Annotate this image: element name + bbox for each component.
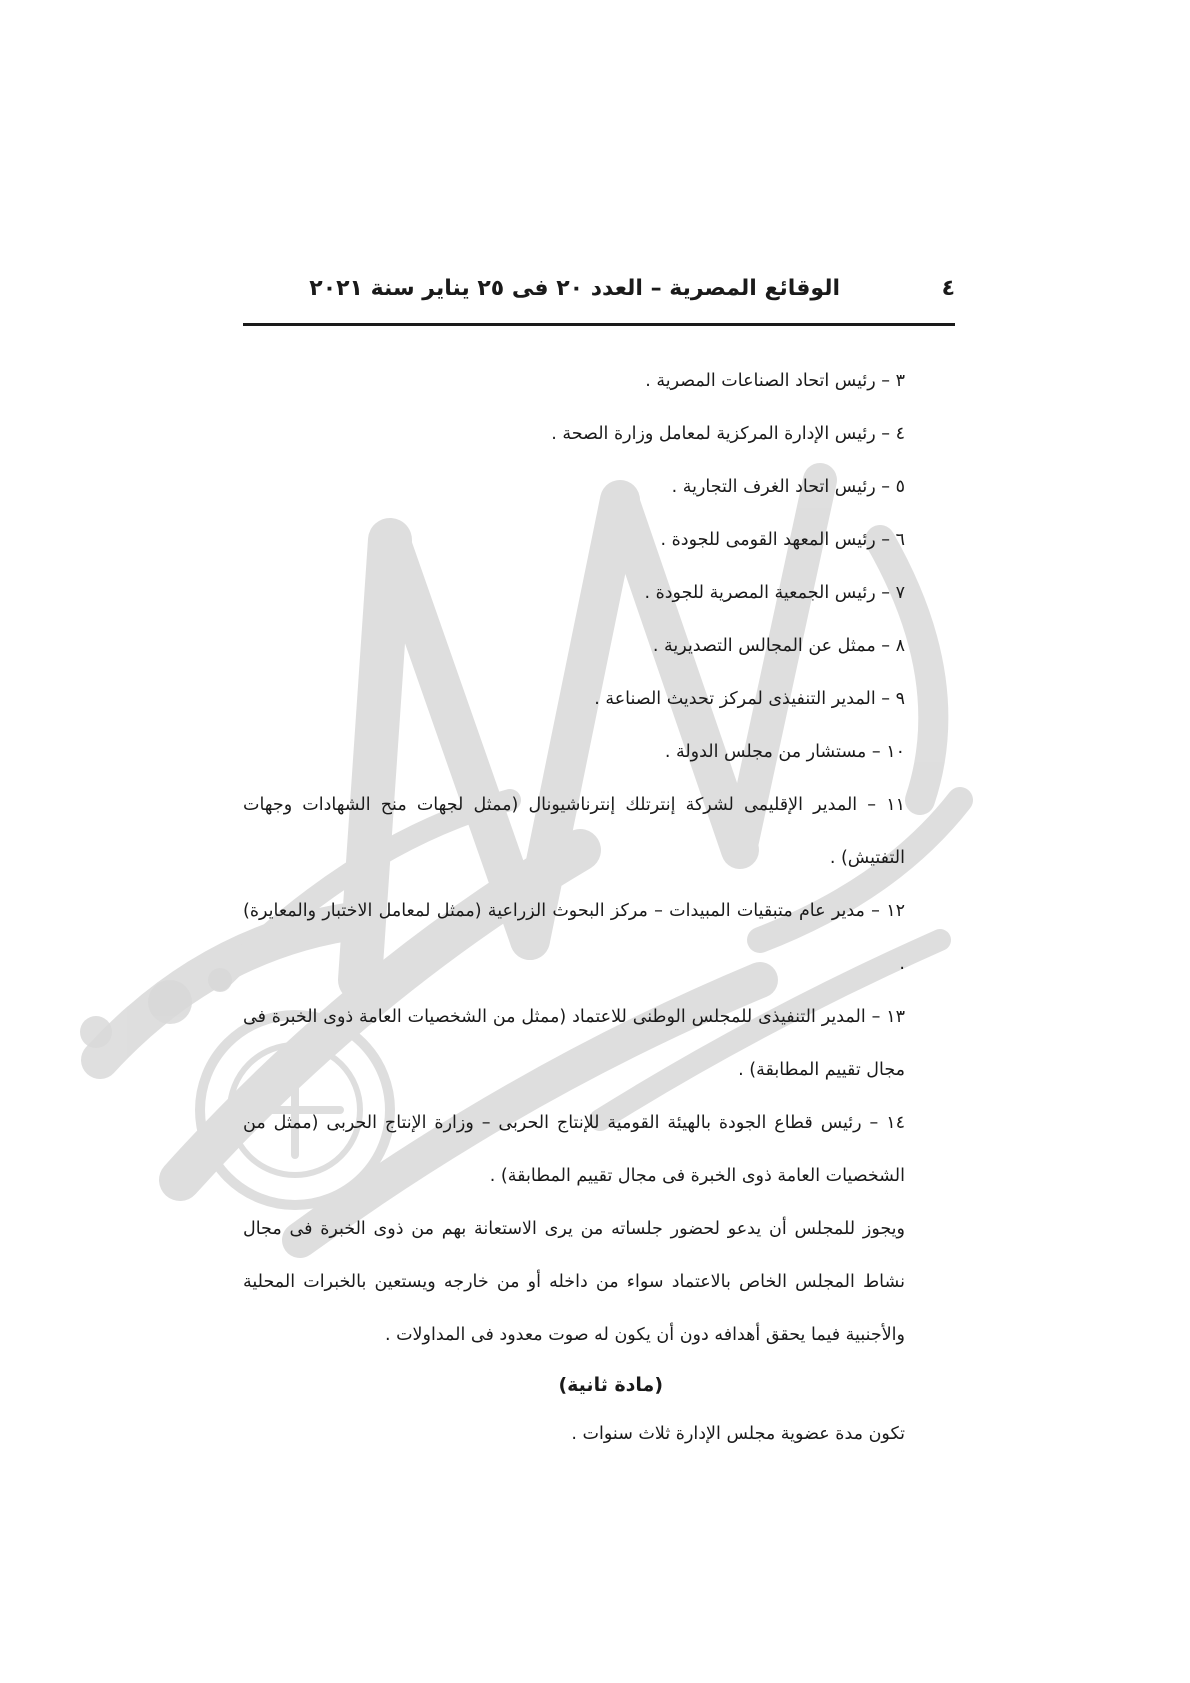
list-item: ١٢ – مدير عام متبقيات المبيدات – مركز البحوث الزراعية (ممثل لمعامل الاختبار والمعايرة) .	[243, 901, 905, 974]
list-item: ٧ – رئيس الجمعية المصرية للجودة .	[644, 583, 905, 603]
list-item: ٨ – ممثل عن المجالس التصديرية .	[652, 636, 905, 656]
list-item: ٥ – رئيس اتحاد الغرف التجارية .	[671, 477, 905, 497]
page-header	[243, 268, 955, 326]
list-item: ١٤ – رئيس قطاع الجودة بالهيئة القومية للإنتاج الحربى – وزارة الإنتاج الحربى (ممثل من الشخصيات العامة ذوى الخبرة فى مجال تقييم المطابقة) .	[243, 1113, 905, 1186]
list-item: ٤ – رئيس الإدارة المركزية لمعامل وزارة الصحة .	[551, 424, 905, 444]
page-number: ٤	[941, 276, 955, 301]
document-body	[243, 355, 955, 1460]
list-item: ٩ – المدير التنفيذى لمركز تحديث الصناعة .	[594, 689, 905, 709]
list-item: ٦ – رئيس المعهد القومى للجودة .	[660, 530, 905, 550]
body-paragraph: ويجوز للمجلس أن يدعو لحضور جلساته من يرى الاستعانة بهم من ذوى الخبرة فى مجال نشاط المجلس الخاص بالاعتماد سواء من داخله أو من خارجه ويستعين بالخبرات المحلية والأجنبية فيما يحقق أهدافه دون أن يكون له صوت معدود فى المداولات .	[243, 1219, 905, 1345]
section-text: تكون مدة عضوية مجلس الإدارة ثلاث سنوات .	[571, 1424, 905, 1444]
header-rule	[243, 323, 955, 326]
list-item: ١٣ – المدير التنفيذى للمجلس الوطنى للاعتماد (ممثل من الشخصيات العامة ذوى الخبرة فى مجال تقييم المطابقة) .	[243, 1007, 905, 1080]
section-heading: (مادة ثانية)	[558, 1374, 663, 1396]
gazette-title: الوقائع المصرية – العدد ٢٠ فى ٢٥ يناير سنة ٢٠٢١	[309, 276, 840, 301]
list-item: ١١ – المدير الإقليمى لشركة إنترتلك إنترناشيونال (ممثل لجهات منح الشهادات وجهات التفتيش) .	[243, 795, 905, 868]
list-item: ١٠ – مستشار من مجلس الدولة .	[664, 742, 905, 762]
list-item: ٣ – رئيس اتحاد الصناعات المصرية .	[645, 371, 905, 391]
